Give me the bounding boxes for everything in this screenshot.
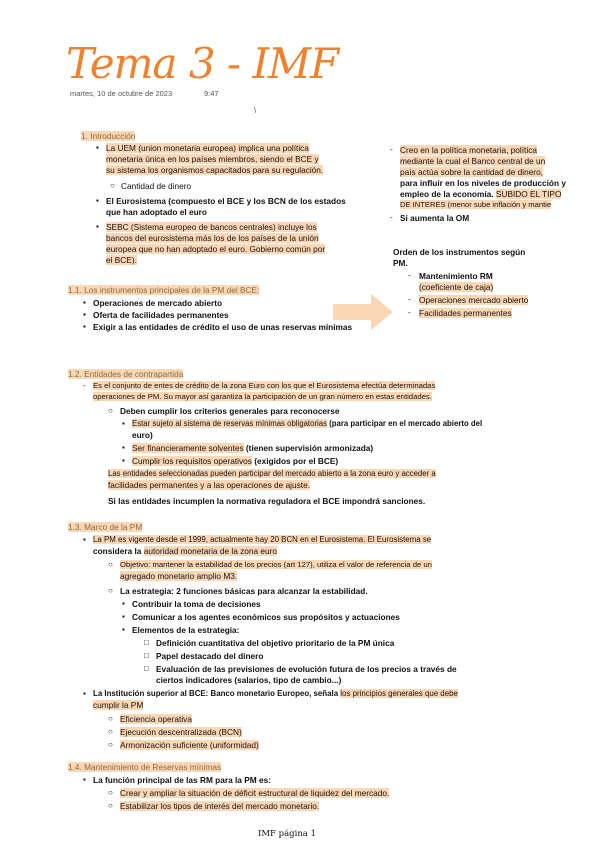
- circle-bullet-icon: ○: [108, 406, 113, 415]
- intro-line-1: La UEM (union monetaria europea) implica una política: [106, 143, 309, 153]
- dash-icon: -: [408, 271, 411, 280]
- bullet-icon: ▪: [83, 310, 86, 319]
- reservas-item-2: Estabilizar los tipos de interés del mercado monetario.: [120, 801, 320, 811]
- circle-bullet-icon: ○: [108, 801, 113, 810]
- criteria-item-3: Cumplir los requisitos operativos (exigidos por el BCE): [132, 456, 339, 466]
- dash-icon: -: [408, 308, 411, 317]
- order-item-3: Facilidades permanentes: [419, 308, 512, 318]
- right-order-line-1: Orden de los instrumentos según: [393, 247, 526, 257]
- section-heading-entidades: 1.2. Entidades de contrapartida: [68, 369, 184, 379]
- checkbox-icon: □: [144, 638, 149, 647]
- circle-bullet-icon: ○: [108, 727, 113, 736]
- estrategia-item-3: Elementos de la estrategia:: [132, 625, 240, 635]
- bullet-icon: ▪: [83, 535, 86, 544]
- right-line-3: país actúa sobre la cantidad de dinero,: [400, 167, 543, 177]
- sebc-line-1: SEBC (Sistema europeo de bancos centrales) incluye los: [106, 222, 317, 232]
- section-heading-marco: 1.3. Marco de la PM: [68, 522, 143, 532]
- instrument-item-2: Oferta de facilidades permanentes: [93, 310, 229, 320]
- square-bullet-icon: ▪: [122, 419, 125, 428]
- reservas-item-1: Crear y ampliar la situación de déficit estructural de liquidez del mercado.: [120, 788, 390, 798]
- principio-3: Armonización suficiente (uniformidad): [120, 740, 259, 750]
- eurosistema-line-1: El Eurosistema (compuesto el BCE y los BCN de los estados: [106, 196, 346, 206]
- right-line-2: mediante la cual el Banco central de un: [400, 156, 546, 166]
- bullet-icon: ▪: [83, 322, 86, 331]
- estrategia-item-1: Contribuir la toma de decisiones: [132, 599, 261, 609]
- right-line-1: Creo en la política monetaria, política: [400, 145, 537, 155]
- elemento-1: Definición cuantitativa del objetivo prioritario de la PM única: [156, 638, 395, 648]
- intro-subitem: Cantidad de dinero: [121, 181, 192, 191]
- marco-objetivo-2: agregado monetario amplio M3.: [120, 571, 238, 581]
- circle-bullet-icon: ○: [110, 181, 115, 190]
- estrategia-item-2: Comunicar a los agentes económicos sus propósitos y actuaciones: [132, 612, 400, 622]
- section-heading-reservas: 1.4. Mantenimiento de Reservas mínimas: [68, 762, 222, 772]
- marco-institucion: La Institución superior al BCE: Banco monetario Europeo, señala los principios generales que debe: [93, 689, 458, 698]
- right-line-5: empleo de la economía. SUBIDO EL TIPO: [400, 189, 562, 199]
- stray-mark: \: [254, 106, 257, 115]
- circle-bullet-icon: ○: [108, 560, 113, 569]
- square-bullet-icon: ▪: [122, 625, 125, 634]
- circle-bullet-icon: ○: [108, 740, 113, 749]
- order-item-1-note: (coeficiente de caja): [419, 282, 494, 292]
- square-bullet-icon: ▪: [122, 443, 125, 452]
- eurosistema-line-2: que han adoptado el euro: [106, 207, 207, 217]
- principio-1: Eficiencia operativa: [120, 714, 192, 724]
- dash-icon: -: [83, 381, 86, 390]
- circle-bullet-icon: ○: [108, 714, 113, 723]
- entidades-line-1: Es el conjunto de entes de crédito de la zona Euro con los que el Eurosistema efectúa determinadas: [93, 381, 436, 390]
- checkbox-icon: □: [144, 651, 149, 660]
- elemento-3-cont: ciertos indicadores (salarios, tipo de cambio...): [156, 675, 342, 685]
- entidades-note-2: facilidades permanentes y a las operaciones de ajuste.: [108, 480, 311, 490]
- principio-2: Ejecución descentralizada (BCN): [120, 727, 242, 737]
- entidades-line-2: operaciones de PM. Su mayor así garantiza la participación de un gran número en estas entidades.: [93, 392, 432, 401]
- right-line-4: para influir en los niveles de producción y: [400, 178, 566, 188]
- marco-institucion-cont: cumplir la PM: [93, 700, 144, 710]
- entidades-note-1: Las entidades seleccionadas pueden participar del mercado abierto a la zona euro y acceder a: [108, 469, 436, 478]
- right-order-line-2: PM.: [393, 258, 408, 268]
- marco-estrategia: La estrategia: 2 funciones básicas para alcanzar la estabilidad.: [120, 586, 368, 596]
- intro-line-3: su sistema los organismos capacitados para su regulación.: [106, 165, 324, 175]
- marco-objetivo-1: Objetivo: mantener la estabilidad de los precios (art 127), utiliza el valor de referencia de un: [120, 560, 432, 569]
- bullet-icon: ▪: [83, 775, 86, 784]
- instrument-item-1: Operaciones de mercado abierto: [93, 298, 223, 308]
- dash-icon: -: [390, 145, 393, 154]
- order-item-1: Mantenimiento RM: [419, 271, 493, 281]
- bullet-icon: ▪: [96, 222, 99, 231]
- elemento-2: Papel destacado del dinero: [156, 651, 264, 661]
- section-heading-intro: 1. Introducción: [81, 131, 136, 141]
- reservas-line-1: La función principal de las RM para la PM es:: [93, 775, 271, 785]
- sebc-line-2: bancos del eurosistema más los de los países de la unión: [106, 233, 319, 243]
- square-bullet-icon: ▪: [122, 599, 125, 608]
- page-title: Tema 3 - IMF: [66, 39, 339, 88]
- checkbox-icon: □: [144, 664, 149, 673]
- bullet-icon: ▪: [83, 298, 86, 307]
- sebc-line-4: el BCE).: [106, 255, 137, 265]
- circle-bullet-icon: ○: [108, 788, 113, 797]
- dash-icon: -: [408, 295, 411, 304]
- instrument-item-3: Exigir a las entidades de crédito el uso de unas reservas mínimas: [93, 322, 353, 332]
- page-footer: IMF página 1: [258, 829, 316, 839]
- arrow-right-icon: [333, 292, 395, 332]
- entidades-sanctions: Si las entidades incumplen la normativa reguladora el BCE impondrá sanciones.: [108, 496, 426, 506]
- bullet-icon: ▪: [83, 689, 86, 698]
- criteria-item-1: Estar sujeto al sistema de reservas mínimas obligatorias (para participar en el mercado abierto del: [132, 419, 483, 428]
- marco-line-2: considera la autoridad monetaria de la zona euro: [93, 546, 278, 556]
- note-date: martes, 10 de octubre de 2023: [70, 89, 173, 98]
- section-heading-instruments: 1.1. Los instrumentos principales de la PM del BCE:: [68, 285, 260, 295]
- square-bullet-icon: ▪: [122, 612, 125, 621]
- entidades-criteria: Deben cumplir los criterios generales para reconocerse: [120, 406, 340, 416]
- note-time: 9:47: [204, 89, 219, 98]
- bullet-icon: ▪: [96, 143, 99, 152]
- marco-line-1: La PM es vigente desde el 1999, actualmente hay 20 BCN en el Eurosistema. El Eurosistema se: [93, 535, 432, 544]
- dash-icon: -: [390, 213, 393, 222]
- right-om-line: Si aumenta la OM: [400, 213, 470, 223]
- bullet-icon: ▪: [96, 196, 99, 205]
- intro-line-2: monetaria única en los países miembros, siendo el BCE y: [106, 154, 319, 164]
- criteria-item-2: Ser financieramente solventes (tienen supervisión armonizada): [132, 443, 374, 453]
- square-bullet-icon: ▪: [122, 456, 125, 465]
- circle-bullet-icon: ○: [108, 586, 113, 595]
- right-line-6: DE INTERES (menor sube inflación y mantie: [400, 200, 552, 209]
- elemento-3: Evaluación de las previsiones de evolución futura de los precios a través de: [156, 664, 457, 674]
- criteria-item-1-cont: euro): [132, 430, 153, 440]
- order-item-2: Operaciones mercado abierto: [419, 295, 529, 305]
- sebc-line-3: europea que no han adoptado el euro. Gobierno común por: [106, 244, 326, 254]
